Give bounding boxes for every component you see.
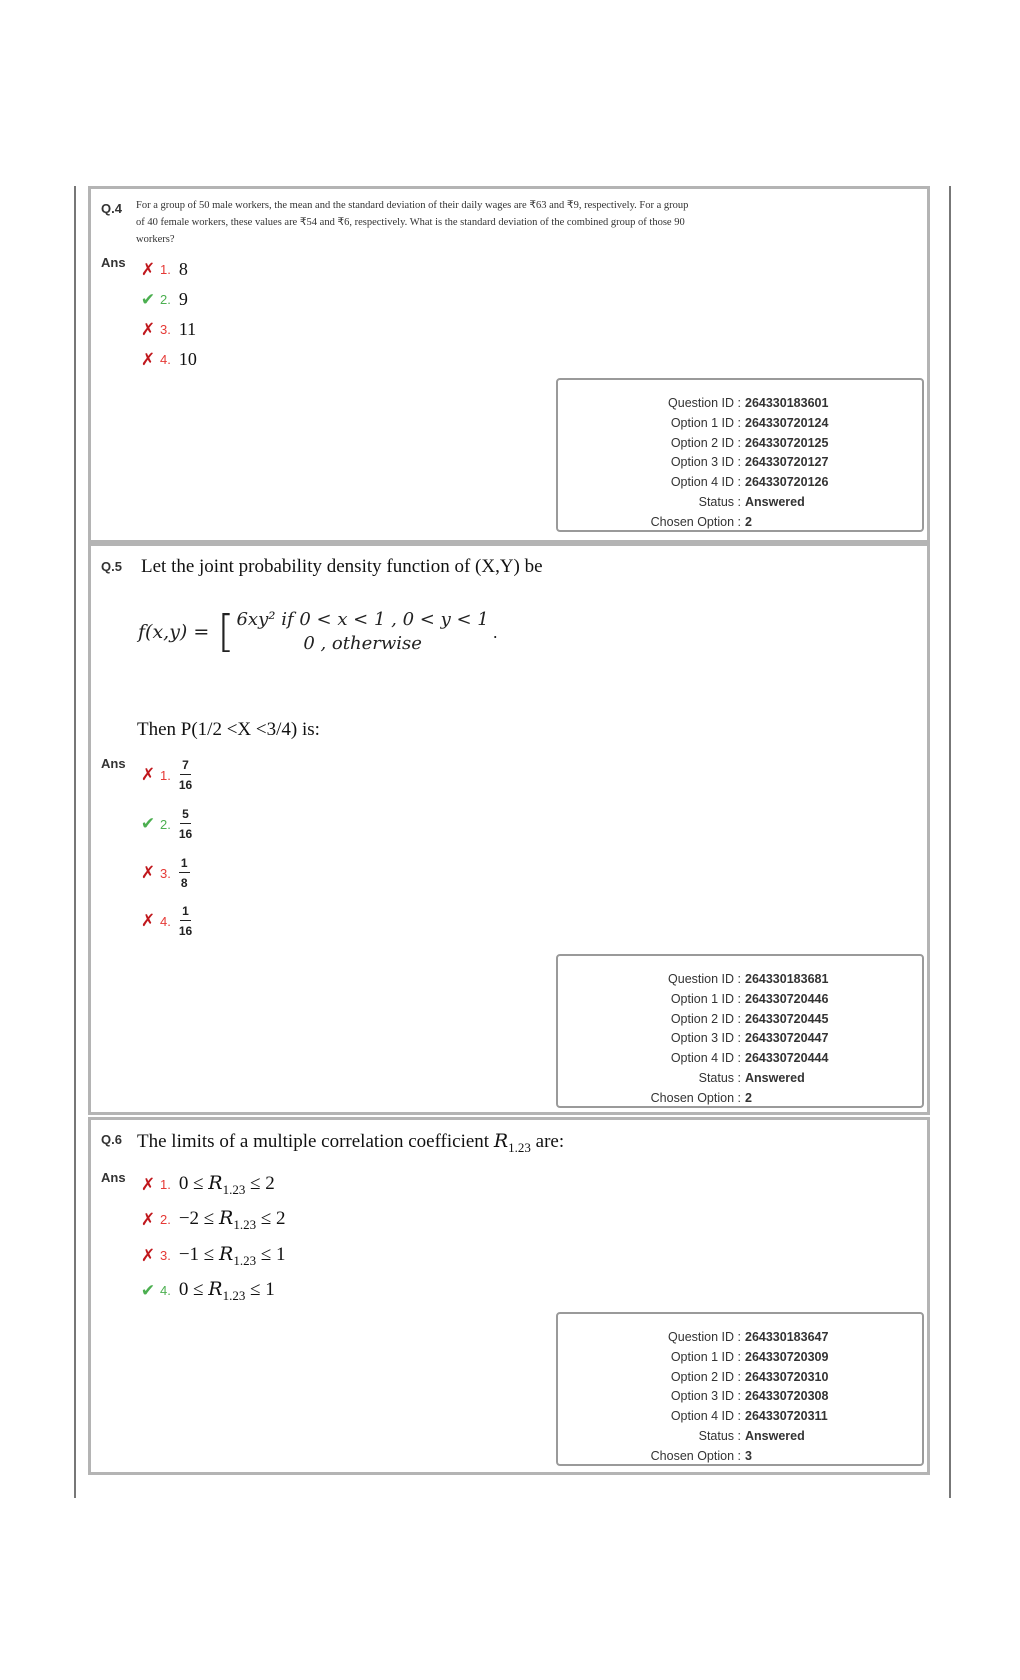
option-fraction: [179, 807, 192, 841]
option-lower: −1 ≤: [178, 1244, 219, 1265]
cross-icon: ✗: [140, 319, 156, 339]
option-id-row: [558, 1049, 828, 1069]
formula-case-1: 6xy² if 0 < x < 1 , 0 < y < 1: [236, 609, 489, 630]
option-id-row: [558, 1348, 828, 1368]
question-id-label: Question ID :: [668, 1330, 741, 1344]
question-text-end: are:: [535, 1131, 565, 1152]
option-id-value: 264330720445: [745, 1011, 829, 1026]
question-text-2: Then P(1/2 <X <3/4) is:: [137, 719, 320, 740]
chosen-option-value: 2: [745, 1090, 752, 1105]
option-id-value: 264330720127: [745, 455, 829, 470]
page-border-left: [74, 186, 76, 1498]
chosen-option-value: 2: [745, 514, 752, 529]
question-text: [137, 1130, 564, 1156]
check-icon: ✔: [140, 289, 156, 309]
option-upper: ≤ 1: [245, 1279, 275, 1300]
symbol-r: R: [219, 1243, 234, 1265]
symbol-sub: 1.23: [233, 1252, 257, 1268]
option-id-value: 264330720311: [745, 1409, 828, 1424]
option-number: 3.: [160, 322, 171, 337]
fraction-denominator: 8: [180, 876, 188, 890]
option-lower: −2 ≤: [178, 1208, 219, 1229]
option-id-row: [558, 414, 828, 434]
option-id-row: [558, 1368, 828, 1388]
answer-option: [138, 349, 197, 370]
chosen-option-label: Chosen Option :: [650, 1448, 741, 1463]
option-id-row: [558, 1407, 828, 1427]
option-upper: ≤ 2: [256, 1208, 286, 1229]
answer-option: [138, 1207, 286, 1233]
question-id-label: Question ID :: [668, 396, 741, 410]
question-text: For a group of 50 male workers, the mean and the standard deviation of their daily wages are ₹63 and ₹9, respectively. For a group of 40 female workers, these values are ₹54 and ₹6, respectively. What is the standard deviation of the combined group of those 90 workers?: [136, 200, 689, 245]
ans-label: Ans: [101, 255, 126, 270]
option-id-value: 264330720447: [745, 1031, 829, 1046]
question-id-label: Question ID :: [668, 972, 741, 986]
option-id-value: 264330720309: [745, 1349, 829, 1364]
fraction-denominator: 16: [178, 778, 193, 792]
question-id-value: 264330183681: [745, 972, 829, 986]
question-number: Q.5: [101, 559, 122, 574]
cross-icon: ✗: [140, 863, 156, 882]
formula-case-2: 0 , otherwise: [303, 633, 422, 654]
symbol-r: R: [208, 1278, 223, 1300]
chosen-option-label: Chosen Option :: [650, 1090, 741, 1105]
option-upper: ≤ 1: [256, 1244, 286, 1265]
answer-option: [138, 1172, 275, 1198]
ans-label: Ans: [101, 756, 126, 771]
symbol-r: R: [219, 1207, 234, 1229]
option-fraction: [179, 904, 192, 938]
symbol-sub: 1.23: [222, 1287, 246, 1303]
option-number: 1.: [160, 1177, 171, 1193]
option-id-value: 264330720126: [745, 475, 829, 490]
option-number: 1.: [160, 262, 171, 277]
option-upper: ≤ 2: [245, 1173, 275, 1194]
check-icon: ✔: [140, 814, 156, 833]
status-value: Answered: [745, 494, 805, 509]
option-id-row: [558, 473, 828, 493]
symbol-r: R: [208, 1172, 223, 1194]
question-id-value: 264330183647: [745, 1330, 829, 1344]
option-id-row: [558, 1029, 828, 1049]
option-id-label: Option 3 ID :: [670, 1389, 741, 1404]
status-label: Status :: [698, 1428, 741, 1443]
fraction-numerator: 5: [180, 807, 191, 824]
option-id-value: 264330720446: [745, 991, 829, 1006]
option-value: [179, 1207, 286, 1233]
option-id-row: [558, 1387, 828, 1407]
status-row: [558, 493, 828, 513]
question-panel-q4: [88, 186, 930, 543]
option-number: 4.: [160, 913, 171, 929]
option-value: 10: [178, 349, 197, 369]
status-row: [558, 1427, 828, 1447]
page-border-right: [949, 186, 951, 1498]
option-value: 8: [178, 259, 188, 279]
option-id-row: [558, 1010, 828, 1030]
cross-icon: ✗: [140, 765, 156, 784]
fraction-denominator: 16: [178, 827, 193, 841]
symbol-sub: 1.23: [222, 1181, 246, 1197]
option-id-label: Option 3 ID :: [670, 455, 741, 470]
answer-option: [138, 259, 188, 280]
cross-icon: ✗: [140, 1245, 156, 1265]
option-id-label: Option 1 ID :: [670, 1349, 741, 1364]
cross-icon: ✗: [140, 349, 156, 369]
chosen-option-row: [558, 1447, 828, 1467]
status-value: Answered: [745, 1428, 805, 1443]
option-id-value: 264330720125: [745, 435, 829, 450]
chosen-option-row: [558, 1089, 828, 1109]
status-label: Status :: [698, 494, 741, 509]
option-id-label: Option 1 ID :: [670, 415, 741, 430]
answer-option: [138, 856, 190, 890]
option-id-label: Option 2 ID :: [670, 435, 741, 450]
option-number: 2.: [160, 292, 171, 307]
question-text: Let the joint probability density function of (X,Y) be: [141, 556, 543, 577]
option-number: 4.: [160, 1283, 171, 1299]
option-fraction: [179, 856, 190, 890]
symbol-sub: 1.23: [233, 1216, 257, 1232]
option-value: [179, 1172, 275, 1198]
cross-icon: ✗: [140, 259, 156, 279]
answer-option: [138, 319, 196, 340]
answer-option: [138, 807, 192, 841]
question-info-box: [556, 378, 924, 532]
question-panel-q6: [88, 1117, 930, 1475]
question-id-row: [558, 970, 828, 990]
option-number: 3.: [160, 1248, 171, 1264]
option-value: [179, 1243, 286, 1269]
symbol-sub: 1.23: [508, 1139, 531, 1155]
option-id-row: [558, 453, 828, 473]
answer-option: [138, 758, 192, 792]
question-text-main: The limits of a multiple correlation coefficient: [137, 1131, 490, 1152]
status-row: [558, 1069, 828, 1089]
option-id-label: Option 4 ID :: [670, 475, 741, 490]
answer-option: [138, 904, 192, 938]
question-number: Q.4: [101, 201, 122, 216]
option-number: 2.: [160, 1212, 171, 1228]
cross-icon: ✗: [140, 911, 156, 930]
option-value: 11: [178, 319, 197, 339]
symbol-r: R: [493, 1130, 509, 1152]
formula-lhs: f(x,y) =: [138, 621, 210, 643]
option-number: 1.: [160, 767, 171, 783]
option-number: 2.: [160, 816, 171, 832]
question-id-row: [558, 1328, 828, 1348]
question-info-box: [556, 1312, 924, 1466]
option-number: 3.: [160, 865, 171, 881]
formula-bracket: [: [217, 606, 235, 657]
cross-icon: ✗: [140, 1209, 156, 1229]
answer-option: [138, 1278, 275, 1304]
answer-option: [138, 289, 188, 310]
option-id-label: Option 4 ID :: [670, 1051, 741, 1066]
option-id-value: 264330720124: [745, 415, 829, 430]
option-id-value: 264330720444: [745, 1051, 829, 1066]
check-icon: ✔: [140, 1280, 156, 1300]
question-panel-q5: [88, 543, 930, 1115]
cross-icon: ✗: [140, 1174, 156, 1194]
fraction-numerator: 1: [180, 904, 191, 921]
option-number: 4.: [160, 352, 171, 367]
status-label: Status :: [698, 1070, 741, 1085]
option-id-label: Option 1 ID :: [670, 991, 741, 1006]
option-id-value: 264330720308: [745, 1389, 829, 1404]
question-info-box: [556, 954, 924, 1108]
status-value: Answered: [745, 1070, 805, 1085]
answer-option: [138, 1243, 286, 1269]
option-id-label: Option 3 ID :: [670, 1031, 741, 1046]
option-id-value: 264330720310: [745, 1369, 829, 1384]
question-number: Q.6: [101, 1132, 122, 1147]
option-id-label: Option 2 ID :: [670, 1369, 741, 1384]
chosen-option-row: [558, 513, 828, 533]
fraction-numerator: 7: [180, 758, 191, 775]
question-id-value: 264330183601: [745, 396, 829, 410]
fraction-numerator: 1: [179, 856, 190, 873]
chosen-option-value: 3: [745, 1448, 752, 1463]
option-lower: 0 ≤: [178, 1173, 209, 1194]
option-id-label: Option 4 ID :: [670, 1409, 741, 1424]
chosen-option-label: Chosen Option :: [650, 514, 741, 529]
option-lower: 0 ≤: [178, 1279, 209, 1300]
option-value: 9: [178, 289, 188, 309]
fraction-denominator: 16: [178, 924, 193, 938]
question-id-row: [558, 394, 828, 414]
option-id-label: Option 2 ID :: [670, 1011, 741, 1026]
option-fraction: [179, 758, 192, 792]
option-id-row: [558, 434, 828, 454]
ans-label: Ans: [101, 1170, 126, 1185]
option-id-row: [558, 990, 828, 1010]
option-value: [179, 1278, 275, 1304]
pdf-formula: f(x,y) = [ 6xy² if 0 < x < 1 , 0 < y < 1 0 , otherwise .: [138, 606, 498, 657]
